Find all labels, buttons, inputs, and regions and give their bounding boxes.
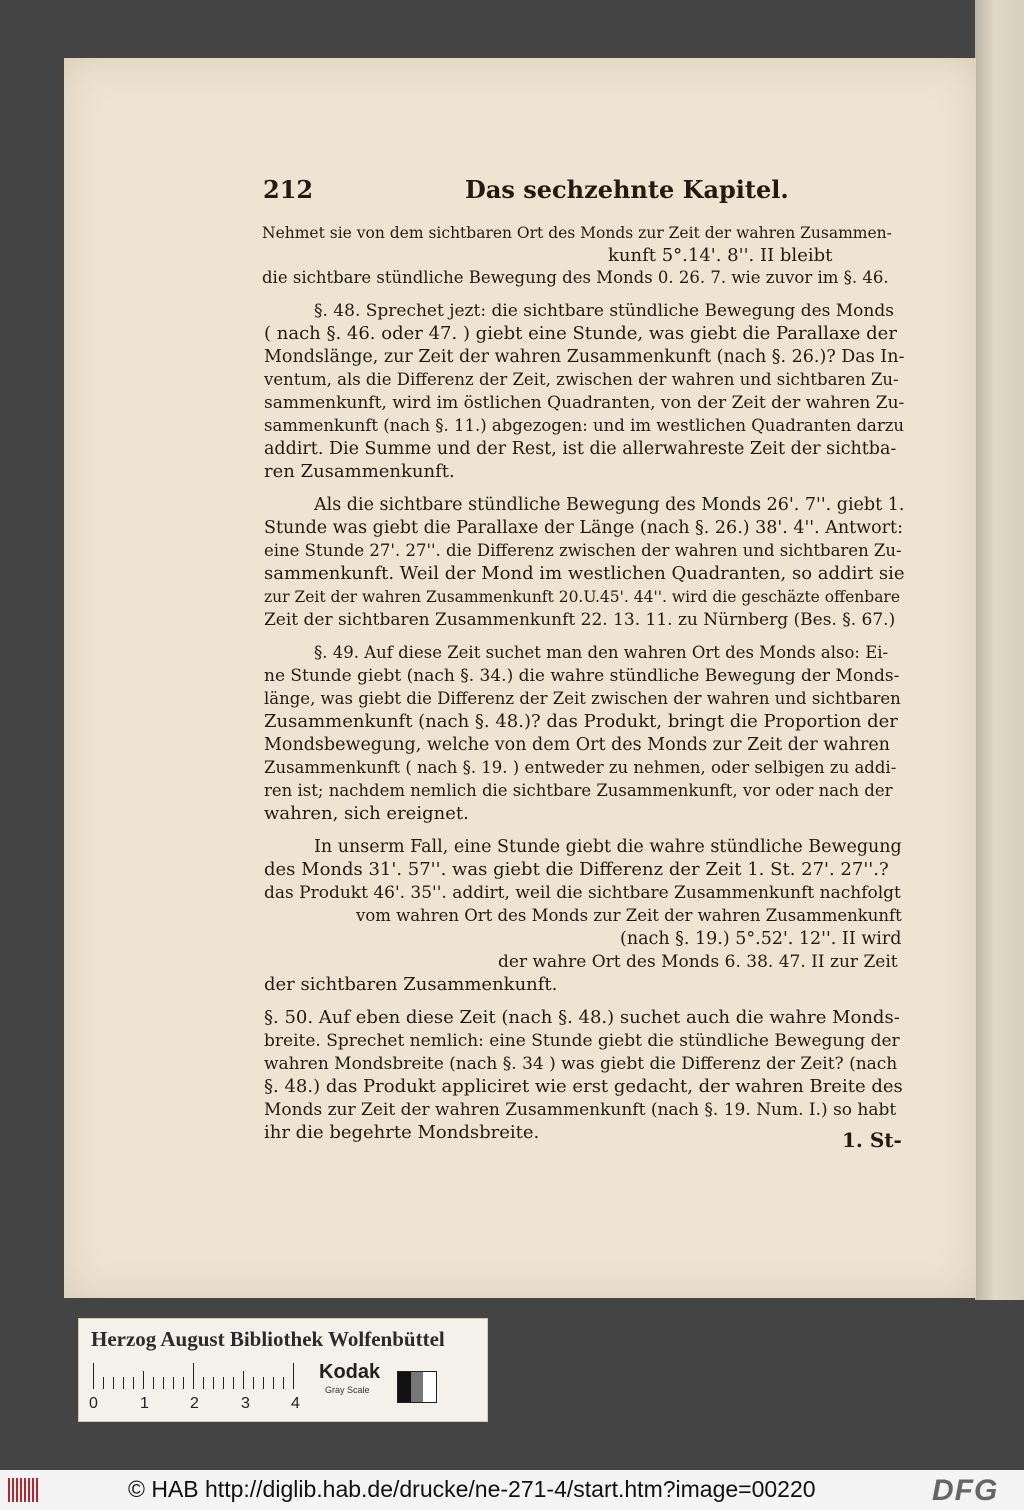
text-line: sammenkunft, wird im östlichen Quadranten, von der Zeit der wahren Zu- [264, 393, 905, 413]
scale-number: 1 [140, 1395, 149, 1412]
text-line: sammenkunft (nach §. 11.) abgezogen: und im westlichen Quadranten darzu [264, 416, 905, 435]
text-line: Zeit der sichtbaren Zusammenkunft 22. 13. 11. zu Nürnberg (Bes. §. 67.) [264, 610, 896, 630]
text-line: des Monds 31'. 57''. was giebt die Differenz der Zeit 1. St. 27'. 27''.? [264, 859, 889, 880]
text-line: Als die sichtbare stündliche Bewegung des Monds 26'. 7''. giebt 1. [314, 495, 905, 515]
text-line: addirt. Die Summe und der Rest, ist die allerwahreste Zeit der sichtba- [264, 439, 897, 459]
kodak-brand: Kodak [319, 1361, 381, 1383]
facing-page-edge [975, 0, 1024, 1300]
text-line: (nach §. 19.) 5°.52'. 12''. II wird [620, 929, 902, 949]
text-line: sammenkunft. Weil der Mond im westlichen Quadranten, so addirt sie [264, 563, 905, 584]
text-line: kunft 5°.14'. 8''. II bleibt [608, 245, 833, 266]
text-line: §. 50. Auf eben diese Zeit (nach §. 48.) suchet auch die wahre Monds- [264, 1007, 900, 1028]
running-title: Das sechzehnte Kapitel. [465, 175, 789, 204]
library-color-card [78, 1318, 488, 1422]
text-line: breite. Sprechet nemlich: eine Stunde giebt die stündliche Bewegung der [264, 1031, 900, 1051]
text-line: ( nach §. 46. oder 47. ) giebt eine Stunde, was giebt die Parallaxe der [264, 323, 897, 344]
text-line: eine Stunde 27'. 27''. die Differenz zwischen der wahren und sichtbaren Zu- [264, 541, 902, 560]
library-name: Herzog August Bibliothek Wolfenbüttel [91, 1327, 445, 1351]
text-line: ventum, als die Differenz der Zeit, zwischen der wahren und sichtbaren Zu- [264, 370, 899, 389]
text-line: die sichtbare stündliche Bewegung des Monds 0. 26. 7. wie zuvor im §. 46. [262, 268, 889, 287]
hab-logo-icon [8, 1478, 42, 1502]
gray-swatch [397, 1371, 437, 1403]
gray-scale-caption: Gray Scale [325, 1385, 370, 1395]
scale-number: 4 [291, 1395, 300, 1412]
text-line: In unserm Fall, eine Stunde giebt die wahre stündliche Bewegung [314, 837, 902, 857]
text-line: Mondsbewegung, welche von dem Ort des Monds zur Zeit der wahren [264, 735, 890, 755]
text-line: wahren Mondsbreite (nach §. 34 ) was giebt die Differenz der Zeit? (nach [264, 1054, 898, 1074]
text-line: wahren, sich ereignet. [264, 803, 469, 824]
text-line: Nehmet sie von dem sichtbaren Ort des Monds zur Zeit der wahren Zusammen- [262, 224, 892, 242]
scale-number: 0 [89, 1395, 98, 1412]
page-number: 212 [263, 175, 314, 204]
text-line: ren ist; nachdem nemlich die sichtbare Zusammenkunft, vor oder nach der [264, 781, 893, 800]
text-line: Stunde was giebt die Parallaxe der Länge (nach §. 26.) 38'. 4''. Antwort: [264, 518, 903, 538]
text-line: Mondslänge, zur Zeit der wahren Zusammenkunft (nach §. 26.)? Das In- [264, 347, 905, 367]
scale-number: 3 [241, 1395, 250, 1412]
text-line: das Produkt 46'. 35''. addirt, weil die sichtbare Zusammenkunft nachfolgt [264, 883, 901, 903]
catchword: 1. St- [842, 1128, 902, 1152]
text-line: Zusammenkunft ( nach §. 19. ) entweder zu nehmen, oder selbigen zu addi- [264, 758, 897, 777]
text-line: der sichtbaren Zusammenkunft. [264, 974, 558, 995]
scale-number: 2 [190, 1395, 199, 1412]
text-line: §. 48.) das Produkt appliciret wie erst gedacht, der wahren Breite des [264, 1076, 903, 1097]
text-line: ren Zusammenkunft. [264, 461, 455, 482]
text-line: vom wahren Ort des Monds zur Zeit der wahren Zusammenkunft [356, 906, 902, 925]
text-line: länge, was giebt die Differenz der Zeit zwischen der wahren und sichtbaren [264, 689, 901, 708]
text-line: ne Stunde giebt (nach §. 34.) die wahre stündliche Bewegung der Monds- [264, 666, 900, 686]
text-line: Zusammenkunft (nach §. 48.)? das Produkt, bringt die Proportion der [264, 711, 898, 732]
text-line: §. 48. Sprechet jezt: die sichtbare stündliche Bewegung des Monds [314, 301, 894, 321]
text-line: ihr die begehrte Mondsbreite. [264, 1122, 540, 1143]
ruler-scale [93, 1363, 305, 1389]
text-line: Monds zur Zeit der wahren Zusammenkunft (nach §. 19. Num. I.) so habt [264, 1100, 897, 1120]
dfg-logo: DFG [932, 1474, 999, 1507]
text-line: §. 49. Auf diese Zeit suchet man den wahren Ort des Monds also: Ei- [314, 643, 889, 662]
footer-bar [0, 1470, 1024, 1510]
text-line: zur Zeit der wahren Zusammenkunft 20.U.45'. 44''. wird die geschäzte offenbare [264, 588, 901, 606]
footer-url[interactable]: © HAB http://diglib.hab.de/drucke/ne-271-4/start.htm?image=00220 [128, 1476, 816, 1502]
text-line: der wahre Ort des Monds 6. 38. 47. II zur Zeit [498, 952, 898, 972]
